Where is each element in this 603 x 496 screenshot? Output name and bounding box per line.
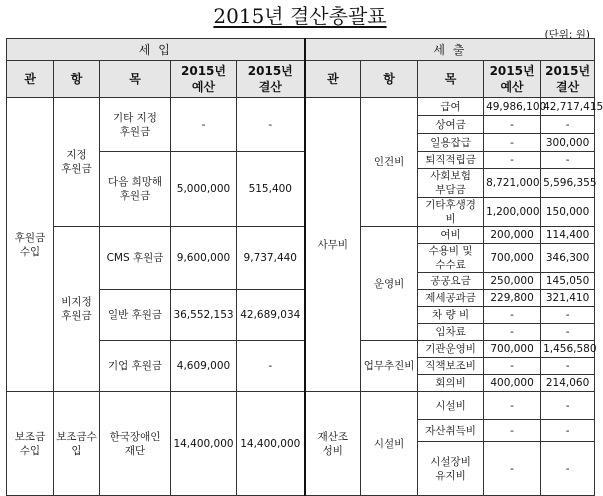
expense-actual: - (541, 420, 595, 442)
income-mok: 기타 지정 후원금 (100, 98, 171, 152)
expense-actual: 300,000 (541, 134, 595, 152)
expense-actual: 1,456,580 (541, 341, 595, 358)
income-section-header: 세 입 (7, 39, 305, 61)
expense-actual: - (541, 307, 595, 324)
expense-gwan-property: 재산조 성비 (305, 392, 361, 496)
income-actual: - (237, 98, 305, 152)
expense-budget: - (484, 358, 541, 375)
expense-actual: 214,060 (541, 375, 595, 392)
expense-mok: 시설장비 유지비 (418, 442, 484, 496)
expense-mok: 퇴직적립금 (418, 152, 484, 169)
expense-section-header: 세 출 (305, 39, 595, 61)
expense-actual: 150,000 (541, 198, 595, 227)
income-actual: 515,400 (237, 152, 305, 227)
income-budget: 9,600,000 (171, 227, 237, 290)
income-col-gwan: 관 (7, 61, 54, 98)
expense-mok: 기관운영비 (418, 341, 484, 358)
income-gwan-subsidy: 보조금 수입 (7, 392, 54, 496)
expense-mok: 급여 (418, 98, 484, 116)
expense-mok: 자산취득비 (418, 420, 484, 442)
expense-mok: 기타후생경 비 (418, 198, 484, 227)
income-mok: 다음 희망해 후원금 (100, 152, 171, 227)
expense-mok: 수용비 및 수수료 (418, 244, 484, 273)
expense-mok: 상여금 (418, 116, 484, 134)
expense-col-hang: 항 (361, 61, 418, 98)
expense-budget: - (484, 324, 541, 341)
expense-actual: 5,596,355 (541, 169, 595, 198)
income-actual: - (237, 341, 305, 392)
income-col-actual: 2015년 결산 (237, 61, 305, 98)
expense-hang-business: 업무추진비 (361, 341, 418, 392)
income-hang-designated: 지정 후원금 (54, 98, 100, 227)
income-budget: 36,552,153 (171, 290, 237, 341)
expense-col-gwan: 관 (305, 61, 361, 98)
expense-actual: - (541, 152, 595, 169)
income-mok: 일반 후원금 (100, 290, 171, 341)
income-col-hang: 항 (54, 61, 100, 98)
expense-hang-personnel: 인건비 (361, 98, 418, 227)
expense-mok: 회의비 (418, 375, 484, 392)
expense-actual: - (541, 392, 595, 420)
expense-actual: 42,717,415 (541, 98, 595, 116)
expense-col-mok: 목 (418, 61, 484, 98)
income-mok: CMS 후원금 (100, 227, 171, 290)
income-budget: 4,609,000 (171, 341, 237, 392)
settlement-table (6, 38, 603, 496)
income-col-mok: 목 (100, 61, 171, 98)
expense-budget: - (484, 442, 541, 496)
income-col-budget: 2015년 예산 (171, 61, 237, 98)
expense-actual: - (541, 324, 595, 341)
expense-budget: 200,000 (484, 227, 541, 244)
expense-mok: 차 량 비 (418, 307, 484, 324)
expense-budget: - (484, 134, 541, 152)
expense-budget: 700,000 (484, 341, 541, 358)
expense-mok: 시설비 (418, 392, 484, 420)
expense-actual: - (541, 358, 595, 375)
income-budget: 5,000,000 (171, 152, 237, 227)
income-mok: 한국장애인 재단 (100, 392, 171, 496)
expense-mok: 임차료 (418, 324, 484, 341)
expense-mok: 사회보험 부담금 (418, 169, 484, 198)
expense-budget: 49,986,100 (484, 98, 541, 116)
expense-actual: - (541, 116, 595, 134)
income-actual: 14,400,000 (237, 392, 305, 496)
expense-gwan-office: 사무비 (305, 98, 361, 392)
expense-hang-operating: 운영비 (361, 227, 418, 341)
income-mok: 기업 후원금 (100, 341, 171, 392)
expense-budget: 400,000 (484, 375, 541, 392)
expense-actual: 321,410 (541, 290, 595, 307)
expense-budget: 229,800 (484, 290, 541, 307)
expense-col-budget: 2015년 예산 (484, 61, 541, 98)
income-actual: 9,737,440 (237, 227, 305, 290)
expense-actual: 145,050 (541, 273, 595, 290)
expense-budget: - (484, 307, 541, 324)
page-title: 2015년 결산총괄표 (213, 4, 387, 28)
unit-label: (단위: 원) (544, 29, 590, 41)
expense-mok: 제세공과금 (418, 290, 484, 307)
expense-budget: 700,000 (484, 244, 541, 273)
expense-mok: 공공요금 (418, 273, 484, 290)
expense-budget: 1,200,000 (484, 198, 541, 227)
expense-mok: 여비 (418, 227, 484, 244)
expense-mok: 일용잡급 (418, 134, 484, 152)
expense-hang-facility: 시설비 (361, 392, 418, 496)
expense-budget: - (484, 116, 541, 134)
expense-budget: - (484, 420, 541, 442)
expense-col-actual: 2015년 결산 (541, 61, 595, 98)
income-hang-subsidy: 보조금수 입 (54, 392, 100, 496)
income-budget: 14,400,000 (171, 392, 237, 496)
expense-budget: 8,721,000 (484, 169, 541, 198)
expense-actual: 114,400 (541, 227, 595, 244)
expense-budget: - (484, 392, 541, 420)
income-budget: - (171, 98, 237, 152)
income-gwan-sponsorship: 후원금 수입 (7, 98, 54, 392)
expense-mok: 직책보조비 (418, 358, 484, 375)
expense-budget: - (484, 152, 541, 169)
expense-budget: 250,000 (484, 273, 541, 290)
expense-actual: - (541, 442, 595, 496)
income-actual: 42,689,034 (237, 290, 305, 341)
expense-actual: 346,300 (541, 244, 595, 273)
income-hang-undesignated: 비지정 후원금 (54, 227, 100, 392)
